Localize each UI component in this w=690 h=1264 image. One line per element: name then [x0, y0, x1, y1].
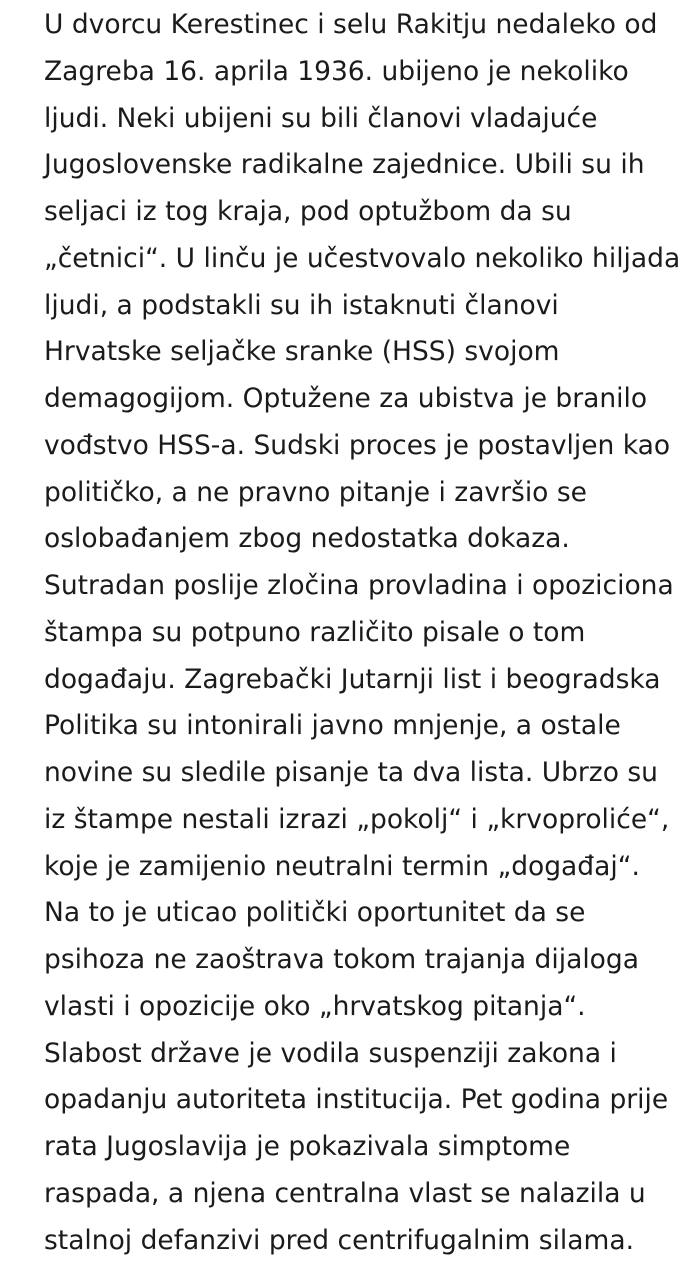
text-line: Politika su intonirali javno mnjenje, a ostale: [44, 703, 690, 750]
text-line: opadanju autoriteta institucija. Pet godina prije: [44, 1077, 690, 1124]
text-line: novine su sledile pisanje ta dva lista. Ubrzo su: [44, 750, 690, 797]
text-line: ljudi, a podstakli su ih istaknuti članovi: [44, 283, 690, 330]
text-line: koje je zamijenio neutralni termin „događaj“.: [44, 844, 690, 891]
text-line: vođstvo HSS-a. Sudski proces je postavljen kao: [44, 423, 690, 470]
text-line: Jugoslovenske radikalne zajednice. Ubili su ih: [44, 142, 690, 189]
text-line: oslobađanjem zbog nedostatka dokaza.: [44, 516, 690, 563]
text-line: demagogijom. Optužene za ubistva je branilo: [44, 376, 690, 423]
text-line: seljaci iz tog kraja, pod optužbom da su: [44, 189, 690, 236]
text-line: događaju. Zagrebački Jutarnji list i beogradska: [44, 657, 690, 704]
text-line: Hrvatske seljačke sranke (HSS) svojom: [44, 329, 690, 376]
text-line: „četnici“. U linču je učestvovalo nekoliko hiljada: [44, 236, 690, 283]
text-line: Zagreba 16. aprila 1936. ubijeno je nekoliko: [44, 49, 690, 96]
text-line: Na to je uticao politički oportunitet da se: [44, 890, 690, 937]
text-line: psihoza ne zaoštrava tokom trajanja dijaloga: [44, 937, 690, 984]
text-line: Slabost države je vodila suspenziji zakona i: [44, 1031, 690, 1078]
text-line: vlasti i opozicije oko „hrvatskog pitanja“.: [44, 984, 690, 1031]
text-line: Sutradan poslije zločina provladina i opoziciona: [44, 563, 690, 610]
text-line: stalnoj defanzivi pred centrifugalnim silama.: [44, 1218, 690, 1264]
text-line: iz štampe nestali izrazi „pokolj“ i „krvoproliće“,: [44, 797, 690, 844]
text-line: rata Jugoslavija je pokazivala simptome: [44, 1124, 690, 1171]
text-line: ljudi. Neki ubijeni su bili članovi vladajuće: [44, 96, 690, 143]
text-line: raspada, a njena centralna vlast se nalazila u: [44, 1171, 690, 1218]
text-line: štampa su potpuno različito pisale o tom: [44, 610, 690, 657]
article-text: [44, 2, 690, 1264]
text-line: političko, a ne pravno pitanje i završio se: [44, 470, 690, 517]
text-line: U dvorcu Kerestinec i selu Rakitju nedaleko od: [44, 2, 690, 49]
